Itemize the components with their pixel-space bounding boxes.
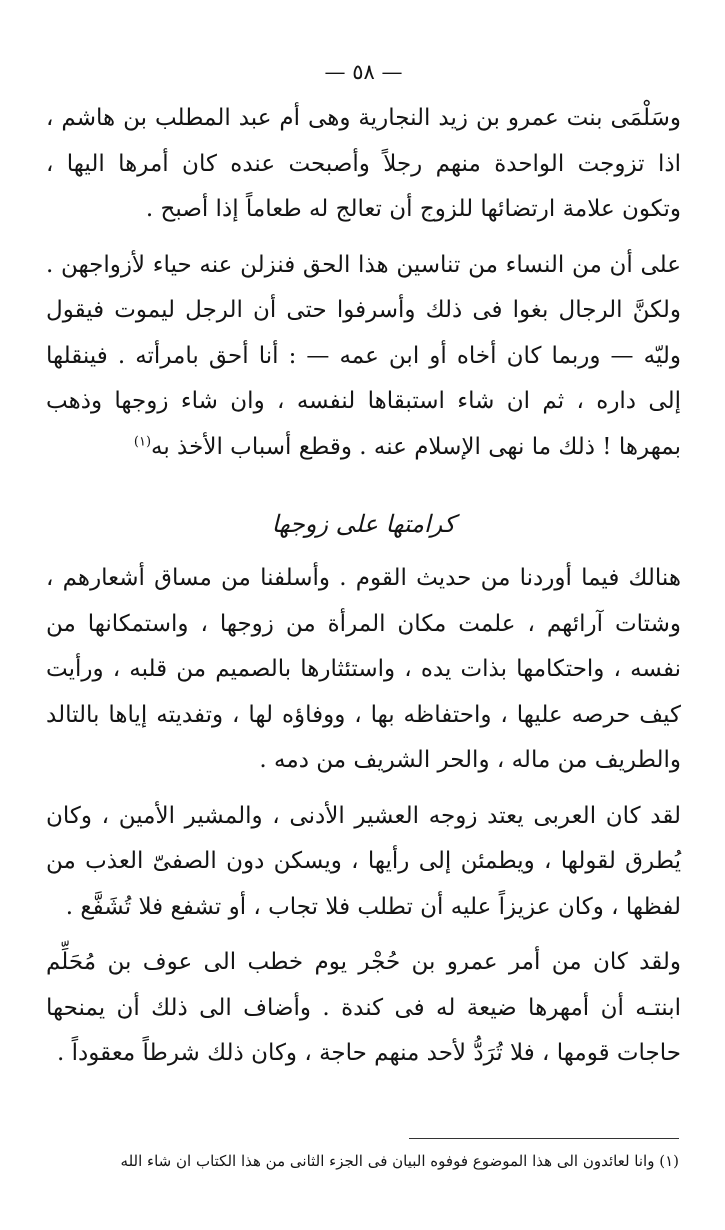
paragraph-2-text: على أن من النساء من تناسين هذا الحق فنزلن عنه حياء لأزواجهن . ولكنَّ الرجال بغوا فى ذلك وأسرفوا حتى أن الرجل ليموت فيقول وليّه — وربما كان أخاه أو ابن عمه — : أنا أحق بامرأته . فينقلها إلى داره ، ثم ان شاء استبقاها لنفسه ، وان شاء زوجها وذهب بمهرها ! ذلك ما نهى الإسلام عنه . وقطع أسباب الأخذ به <box>46 251 681 460</box>
footnote-divider <box>409 1138 679 1139</box>
paragraph-2 <box>46 243 681 471</box>
paragraph-5: ولقد كان من أمر عمرو بن حُجْر يوم خطب الى عوف بن مُحَلِّم ابنتـه أن أمهرها ضيعة له فى كندة . وأضاف الى ذلك أن يمنحها حاجات قومها ، فلا تُرَدُّ لأحد منهم حاجة ، وكان ذلك شرطاً معقوداً . <box>46 949 681 1066</box>
paragraph-1: وسَلْمَى بنت عمرو بن زيد النجارية وهى أم عبد المطلب بن هاشم ، اذا تزوجت الواحدة منهم رجلاً وأصبحت عنده كان أمرها اليها ، وتكون علامة ارتضائها للزوج أن تعالج له طعاماً إذا أصبح . <box>46 105 681 222</box>
paragraph-4: لقد كان العربى يعتد زوجه العشير الأدنى ، والمشير الأمين ، وكان يُطرق لقولها ، ويطمئن إلى رأيها ، ويسكن دون الصفىّ العذب من لفظها ، وكان عزيزاً عليه أن تطلب فلا تجاب ، أو تشفع فلا تُشَفَّع . <box>46 802 681 920</box>
footnote: (١) وانا لعائدون الى هذا الموضوع فوفوه البيان فى الجزء الثانى من هذا الكتاب ان شاء الله <box>120 1152 679 1170</box>
page-number: — ٥٨ — <box>324 60 403 84</box>
footnote-marker: (١) <box>133 433 152 449</box>
paragraph-3: هنالك فيما أوردنا من حديث القوم . وأسلفنا من مساق أشعارهم ، وشتات آرائهم ، علمت مكان المرأة من زوجها ، واستمكانها من نفسه ، واحتكامها بذات يده ، واستئثارها بالصميم من قلبه ، ورأيت كيف حرصه عليها ، واحتفاظه بها ، ووفاؤه لها ، وتفديته إياها بالتالد والطريف من ماله ، والحر الشريف من دمه . <box>46 565 681 773</box>
section-heading: كرامتها على زوجها <box>271 510 456 538</box>
